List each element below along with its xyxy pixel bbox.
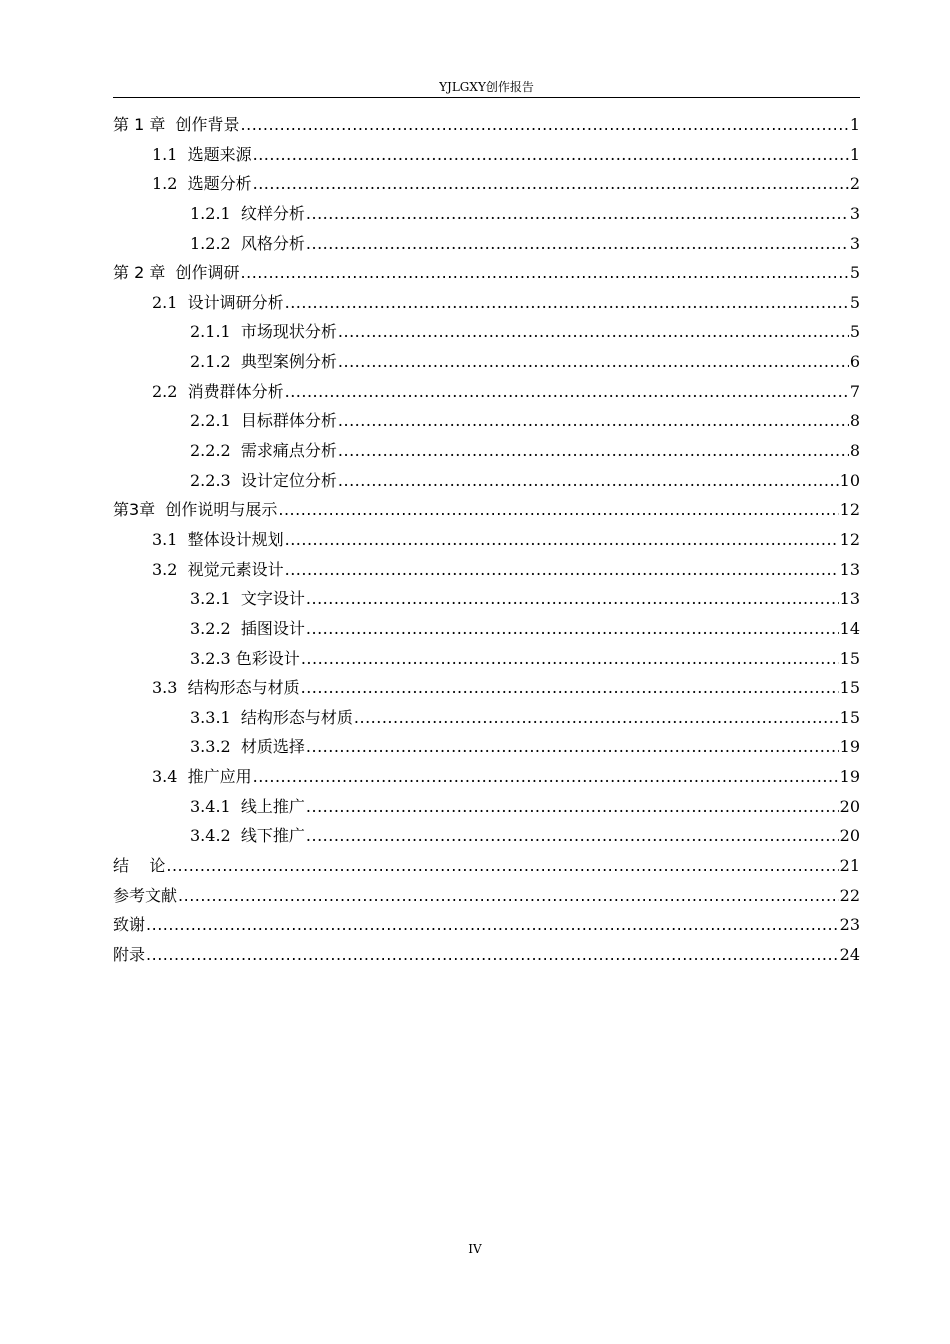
toc-entry-label: 3.4.1 线上推广 (190, 796, 305, 816)
toc-dot-leader (306, 792, 839, 822)
toc-entry-page: 1 (849, 144, 860, 164)
toc-entry-page: 13 (839, 589, 860, 609)
toc-entry-page: 23 (839, 915, 860, 935)
toc-dot-leader (306, 199, 849, 229)
toc-entry[interactable] (113, 584, 860, 614)
toc-entry[interactable] (113, 169, 860, 199)
toc-dot-leader (278, 495, 838, 525)
toc-entry-label: 第 1 章 创作背景 (113, 115, 240, 134)
page-number: IV (468, 1242, 482, 1256)
toc-entry-page: 21 (839, 856, 860, 876)
toc-entry[interactable] (113, 703, 860, 733)
toc-entry[interactable] (113, 851, 860, 881)
toc-dot-leader (338, 436, 849, 466)
toc-entry[interactable] (113, 821, 860, 851)
toc-entry-label: 1.2.1 纹样分析 (190, 203, 305, 223)
toc-entry-label: 2.1.1 市场现状分析 (190, 322, 337, 342)
toc-dot-leader (338, 406, 849, 436)
toc-dot-leader (338, 466, 839, 496)
toc-dot-leader (178, 881, 839, 911)
toc-entry-label: 致谢 (113, 915, 146, 935)
toc-dot-leader (306, 732, 839, 762)
toc-entry-page: 15 (839, 648, 860, 668)
toc-entry-label: 2.1.2 典型案例分析 (190, 352, 337, 372)
toc-entry-page: 5 (849, 322, 860, 342)
toc-entry[interactable] (113, 229, 860, 259)
toc-entry-label: 2.2.2 需求痛点分析 (190, 441, 337, 461)
toc-entry-page: 19 (839, 767, 860, 787)
toc-entry-page: 12 (839, 529, 860, 549)
toc-dot-leader (301, 673, 839, 703)
toc-entry-page: 14 (839, 618, 860, 638)
toc-entry-label: 3.4 推广应用 (152, 767, 252, 787)
toc-dot-leader (354, 703, 839, 733)
toc-dot-leader (285, 555, 839, 585)
toc-entry-label: 3.2 视觉元素设计 (152, 559, 284, 579)
toc-entry-page: 5 (849, 292, 860, 312)
toc-dot-leader (241, 110, 849, 140)
toc-entry-page: 1 (849, 115, 860, 134)
toc-dot-leader (338, 347, 849, 377)
toc-entry-label: 结 论 (113, 856, 166, 876)
toc-dot-leader (253, 140, 849, 170)
toc-dot-leader (241, 258, 849, 288)
toc-entry[interactable] (113, 732, 860, 762)
toc-entry-label: 3.3 结构形态与材质 (152, 678, 300, 698)
toc-entry-label: 3.4.2 线下推广 (190, 826, 305, 846)
toc-entry[interactable] (113, 288, 860, 318)
toc-entry[interactable] (113, 466, 860, 496)
toc-entry[interactable] (113, 555, 860, 585)
toc-entry-label: 3.2.3 色彩设计 (190, 648, 300, 668)
toc-entry[interactable] (113, 317, 860, 347)
toc-entry-label: 3.2.1 文字设计 (190, 589, 305, 609)
toc-entry[interactable] (113, 614, 860, 644)
toc-dot-leader (253, 762, 839, 792)
toc-entry-page: 20 (839, 796, 860, 816)
toc-entry[interactable] (113, 792, 860, 822)
toc-entry[interactable] (113, 436, 860, 466)
toc-dot-leader (301, 644, 839, 674)
toc-entry[interactable] (113, 673, 860, 703)
toc-entry-label: 3.2.2 插图设计 (190, 618, 305, 638)
toc-entry-label: 第3章 创作说明与展示 (113, 500, 278, 520)
toc-entry[interactable] (113, 495, 860, 525)
toc-entry-page: 12 (839, 500, 860, 520)
toc-entry[interactable] (113, 140, 860, 170)
toc-entry-page: 20 (839, 826, 860, 846)
toc-entry-page: 15 (839, 678, 860, 698)
toc-entry-label: 1.2 选题分析 (152, 174, 252, 194)
toc-dot-leader (285, 288, 849, 318)
toc-dot-leader (146, 940, 839, 970)
toc-entry-label: 附录 (113, 944, 146, 964)
toc-entry-label: 参考文献 (113, 885, 178, 905)
toc-entry[interactable] (113, 644, 860, 674)
toc-dot-leader (306, 584, 839, 614)
toc-entry-label: 2.2 消费群体分析 (152, 381, 284, 401)
toc-entry-page: 24 (839, 944, 860, 964)
toc-entry-label: 1.2.2 风格分析 (190, 233, 305, 253)
toc-entry-page: 7 (849, 381, 860, 401)
toc-dot-leader (306, 229, 849, 259)
toc-entry[interactable] (113, 940, 860, 970)
toc-entry-page: 6 (849, 352, 860, 372)
toc-entry-label: 3.3.2 材质选择 (190, 737, 305, 757)
toc-entry-label: 2.2.1 目标群体分析 (190, 411, 337, 431)
toc-entry-page: 19 (839, 737, 860, 757)
toc-entry[interactable] (113, 406, 860, 436)
toc-entry-page: 5 (849, 263, 860, 283)
toc-entry-page: 15 (839, 707, 860, 727)
toc-entry[interactable] (113, 258, 860, 288)
toc-entry[interactable] (113, 881, 860, 911)
toc-entry[interactable] (113, 525, 860, 555)
toc-dot-leader (166, 851, 838, 881)
toc-entry-page: 22 (839, 885, 860, 905)
toc-entry-page: 2 (849, 174, 860, 194)
toc-entry-page: 8 (849, 441, 860, 461)
toc-entry-label: 3.1 整体设计规划 (152, 529, 284, 549)
toc-entry-label: 3.3.1 结构形态与材质 (190, 707, 353, 727)
toc-dot-leader (146, 910, 839, 940)
toc-dot-leader (253, 169, 849, 199)
toc-entry[interactable] (113, 199, 860, 229)
table-of-contents (113, 110, 860, 970)
toc-entry-label: 2.1 设计调研分析 (152, 292, 284, 312)
toc-entry-page: 10 (839, 470, 860, 490)
toc-dot-leader (306, 821, 839, 851)
toc-dot-leader (338, 317, 849, 347)
toc-entry-label: 2.2.3 设计定位分析 (190, 470, 337, 490)
toc-dot-leader (285, 525, 839, 555)
toc-entry-label: 第 2 章 创作调研 (113, 263, 240, 283)
toc-dot-leader (306, 614, 839, 644)
toc-entry[interactable] (113, 762, 860, 792)
toc-entry-page: 3 (849, 233, 860, 253)
toc-entry[interactable] (113, 377, 860, 407)
toc-entry-page: 13 (839, 559, 860, 579)
toc-entry-page: 3 (849, 203, 860, 223)
toc-entry[interactable] (113, 347, 860, 377)
toc-entry[interactable] (113, 110, 860, 140)
toc-entry[interactable] (113, 910, 860, 940)
page-header: YJLGXY创作报告 (113, 79, 860, 98)
toc-entry-label: 1.1 选题来源 (152, 144, 252, 164)
toc-entry-page: 8 (849, 411, 860, 431)
toc-dot-leader (285, 377, 849, 407)
